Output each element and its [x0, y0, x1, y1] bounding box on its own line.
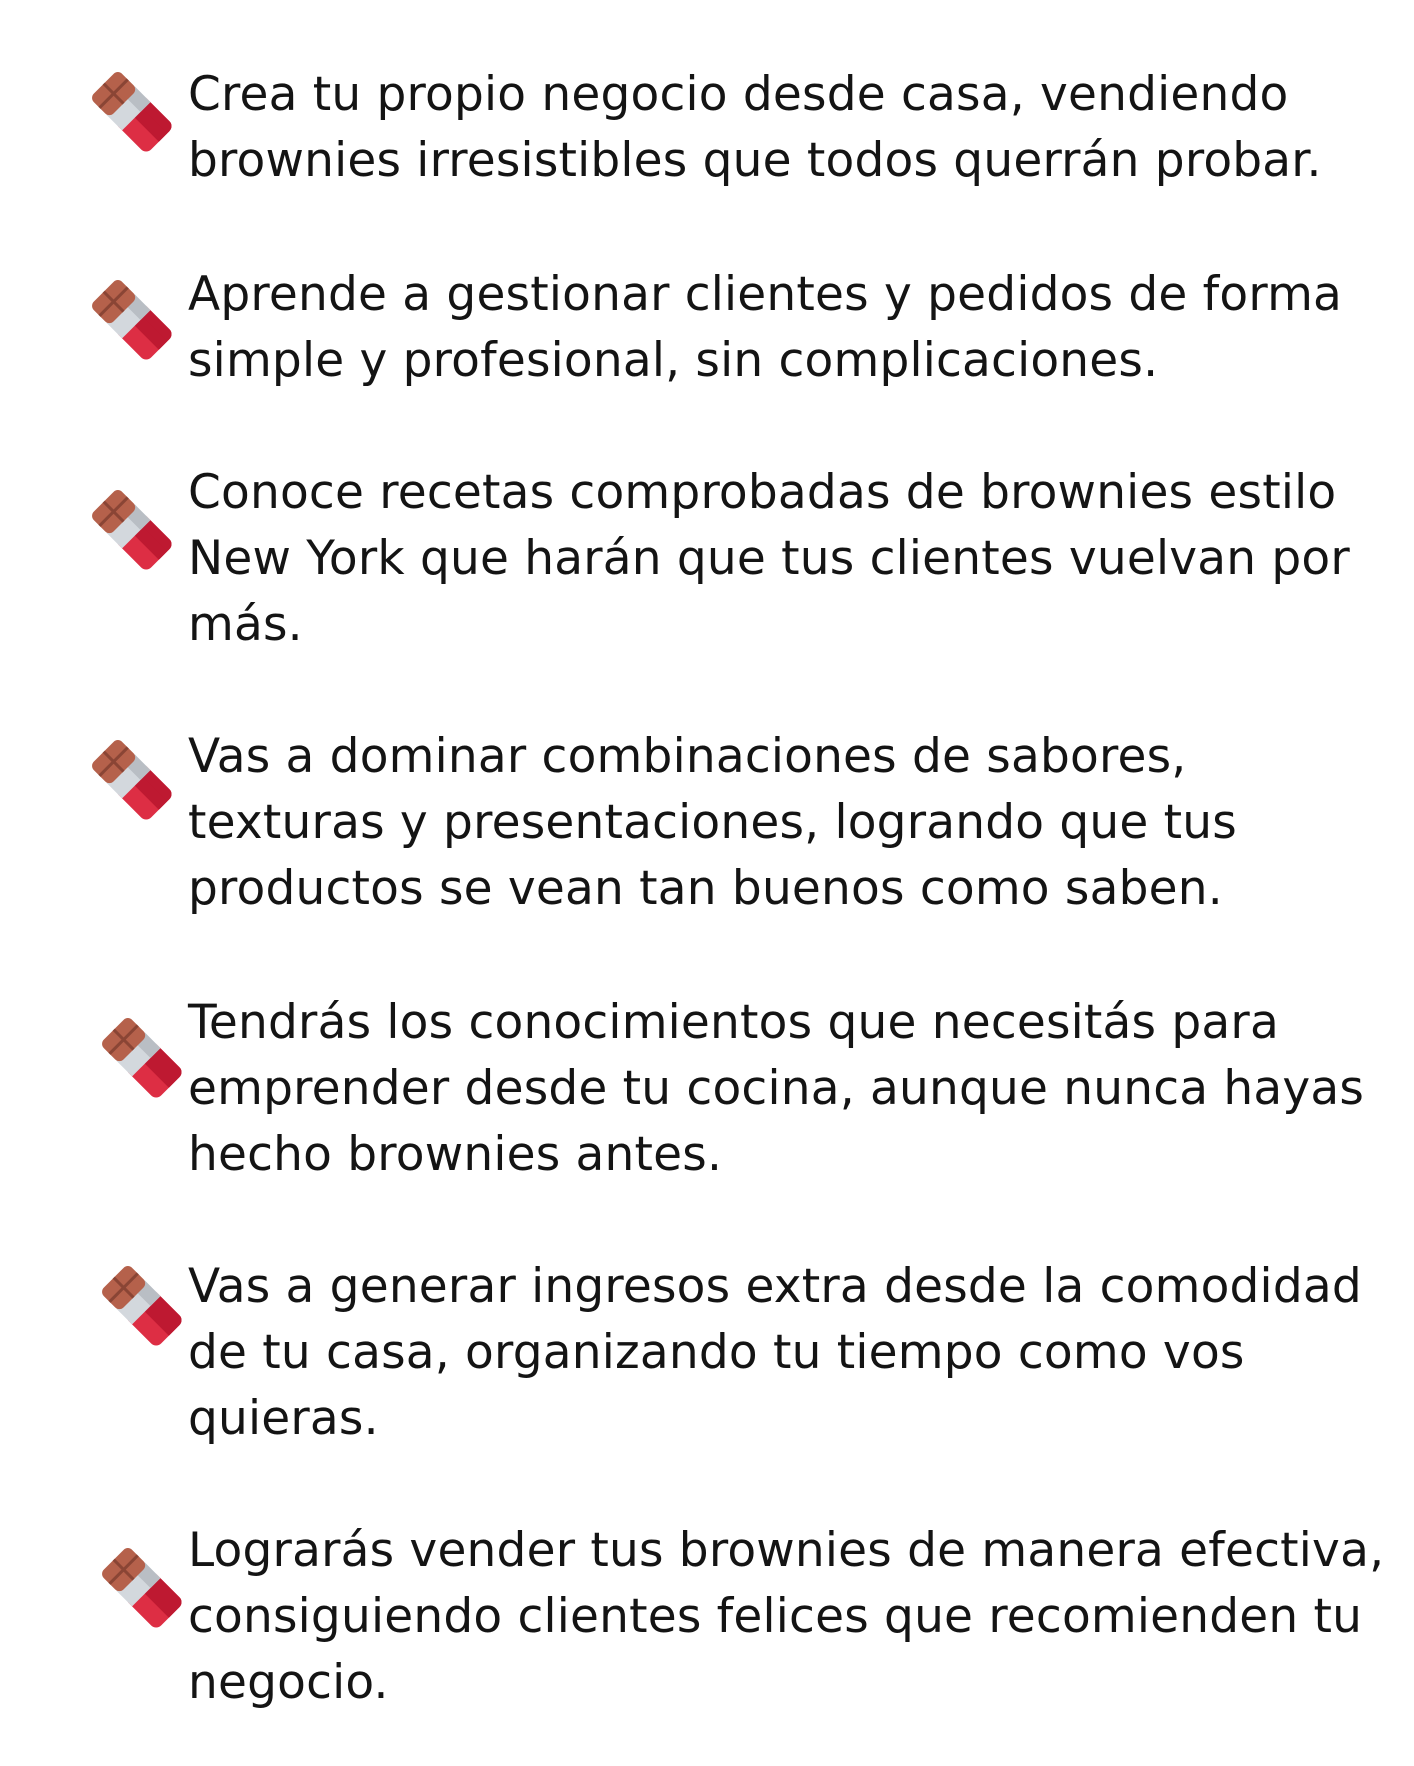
chocolate-bar-icon-graphic — [96, 1542, 188, 1634]
chocolate-bar-icon-graphic — [96, 1012, 188, 1104]
chocolate-bar-icon — [96, 1542, 188, 1634]
chocolate-bar-icon-graphic — [96, 1260, 188, 1352]
chocolate-bar-icon — [86, 66, 178, 158]
benefit-text: Vas a generar ingresos extra desde la comodidad de tu casa, organizando tu tiempo como vos quieras. — [188, 1259, 1362, 1446]
chocolate-bar-icon — [86, 274, 178, 366]
benefit-text: Crea tu propio negocio desde casa, vendiendo brownies irresistibles que todos querrán probar. — [188, 67, 1322, 188]
chocolate-bar-icon — [96, 1012, 188, 1104]
benefit-text: Aprende a gestionar clientes y pedidos de forma simple y profesional, sin complicaciones. — [188, 267, 1343, 388]
chocolate-bar-icon-graphic — [86, 66, 178, 158]
benefit-text: Tendrás los conocimientos que necesitás para emprender desde tu cocina, aunque nunca hayas hecho brownies antes. — [188, 995, 1365, 1182]
chocolate-bar-icon-graphic — [86, 734, 178, 826]
chocolate-bar-icon-graphic — [86, 274, 178, 366]
benefit-text: Lograrás vender tus brownies de manera efectiva, consiguiendo clientes felices que recomienden tu negocio. — [188, 1523, 1385, 1710]
chocolate-bar-icon-graphic — [86, 484, 178, 576]
chocolate-bar-icon — [86, 734, 178, 826]
benefit-text: Conoce recetas comprobadas de brownies estilo New York que harán que tus clientes vuelvan por más. — [188, 465, 1350, 652]
chocolate-bar-icon — [86, 484, 178, 576]
benefit-text: Vas a dominar combinaciones de sabores, texturas y presentaciones, logrando que tus productos se vean tan buenos como saben. — [188, 729, 1237, 916]
chocolate-bar-icon — [96, 1260, 188, 1352]
